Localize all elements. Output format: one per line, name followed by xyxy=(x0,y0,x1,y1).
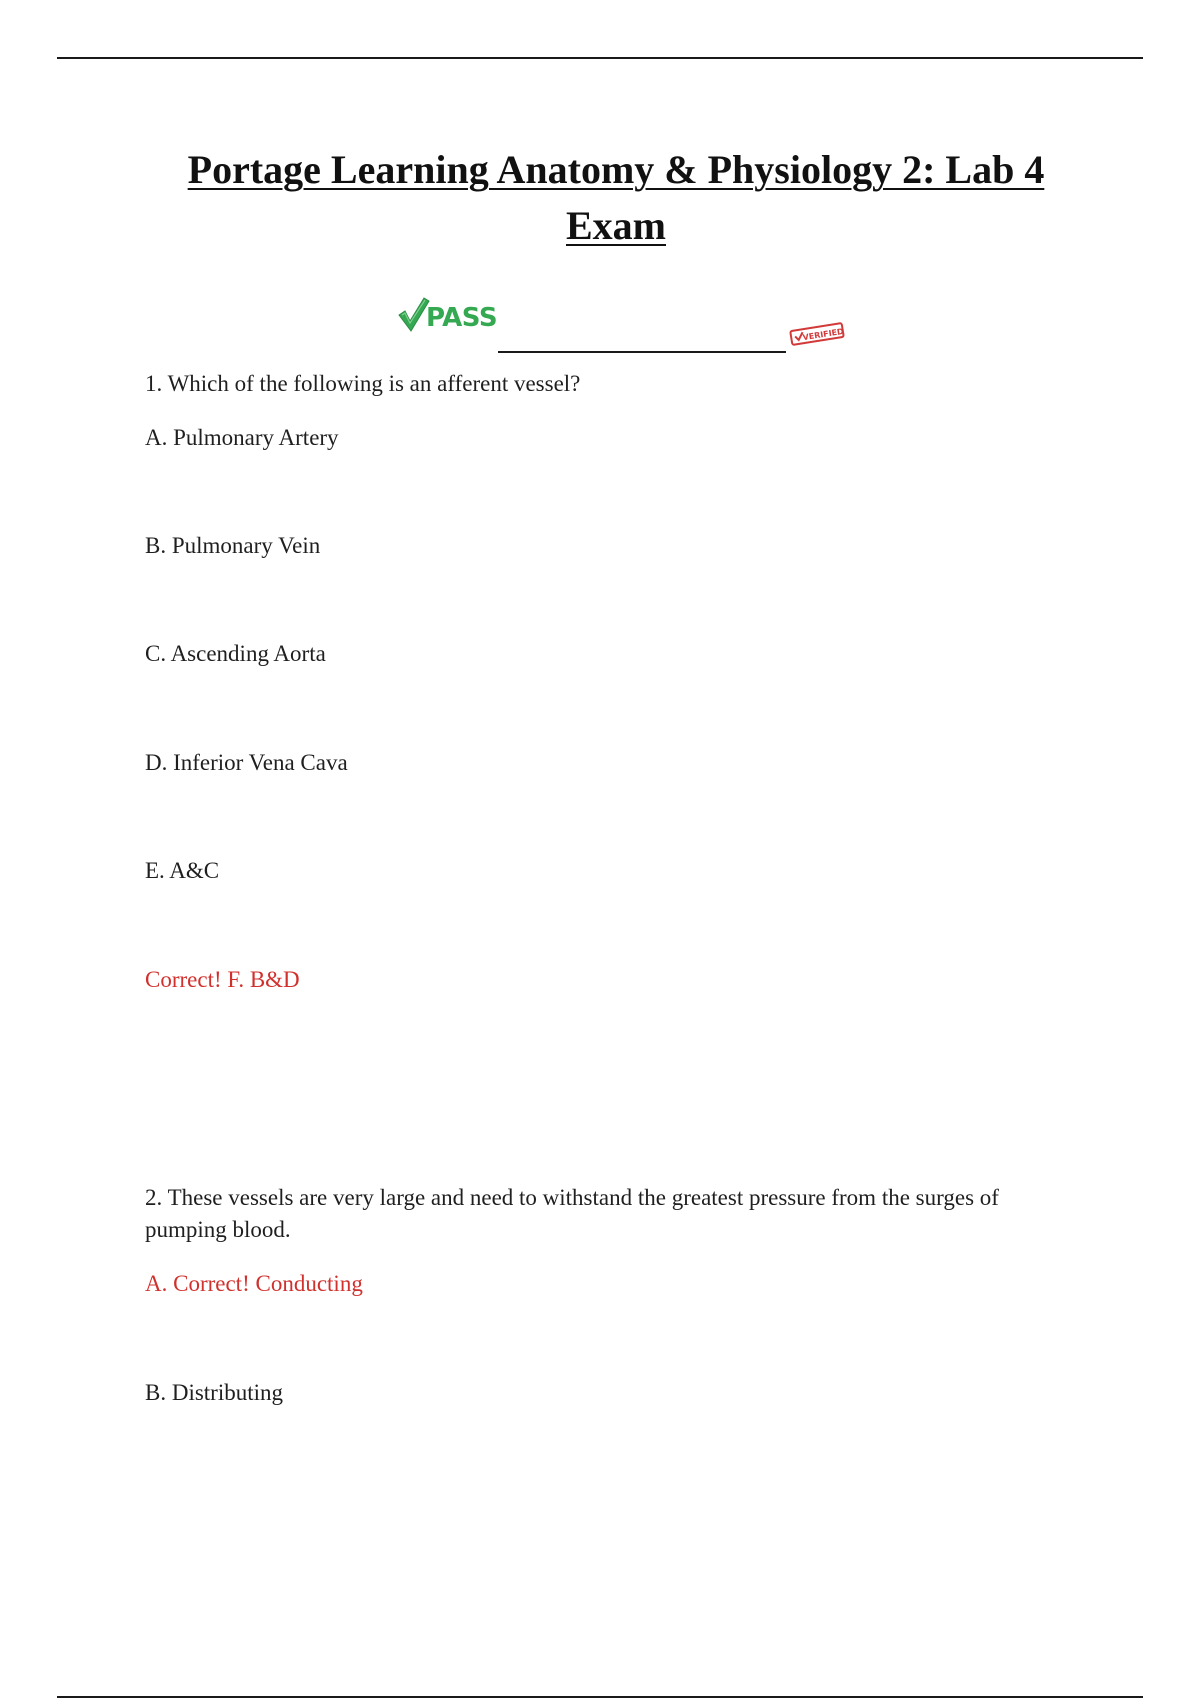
document-title xyxy=(100,142,1132,254)
title-line-2: Exam xyxy=(566,203,666,248)
question-2-prompt: 2. These vessels are very large and need to withstand the greatest pressure from the surges of pumping blood. xyxy=(145,1185,999,1242)
question-1-option-b: B. Pulmonary Vein xyxy=(145,533,321,558)
pass-badge xyxy=(396,294,497,334)
header-rule xyxy=(57,57,1143,59)
question-1-option-e: E. A&C xyxy=(145,858,220,883)
question-2-correct-answer: A. Correct! Conducting xyxy=(145,1271,363,1296)
question-1-correct-answer: Correct! F. B&D xyxy=(145,967,300,992)
checkmark-icon xyxy=(396,295,430,333)
footer-rule xyxy=(57,1696,1143,1698)
title-line-1: Portage Learning Anatomy & Physiology 2: Lab 4 xyxy=(187,147,1045,192)
question-1-option-d: D. Inferior Vena Cava xyxy=(145,750,348,775)
signature-line xyxy=(498,351,786,353)
question-1-prompt: 1. Which of the following is an afferent vessel? xyxy=(145,371,581,396)
question-1-option-a: A. Pulmonary Artery xyxy=(145,425,339,450)
stamp-text: VERIFIED xyxy=(802,326,845,343)
verified-stamp-icon xyxy=(788,321,846,347)
question-2-option-b: B. Distributing xyxy=(145,1380,284,1405)
pass-label: PASS xyxy=(426,303,498,333)
question-1-option-c: C. Ascending Aorta xyxy=(145,641,326,666)
